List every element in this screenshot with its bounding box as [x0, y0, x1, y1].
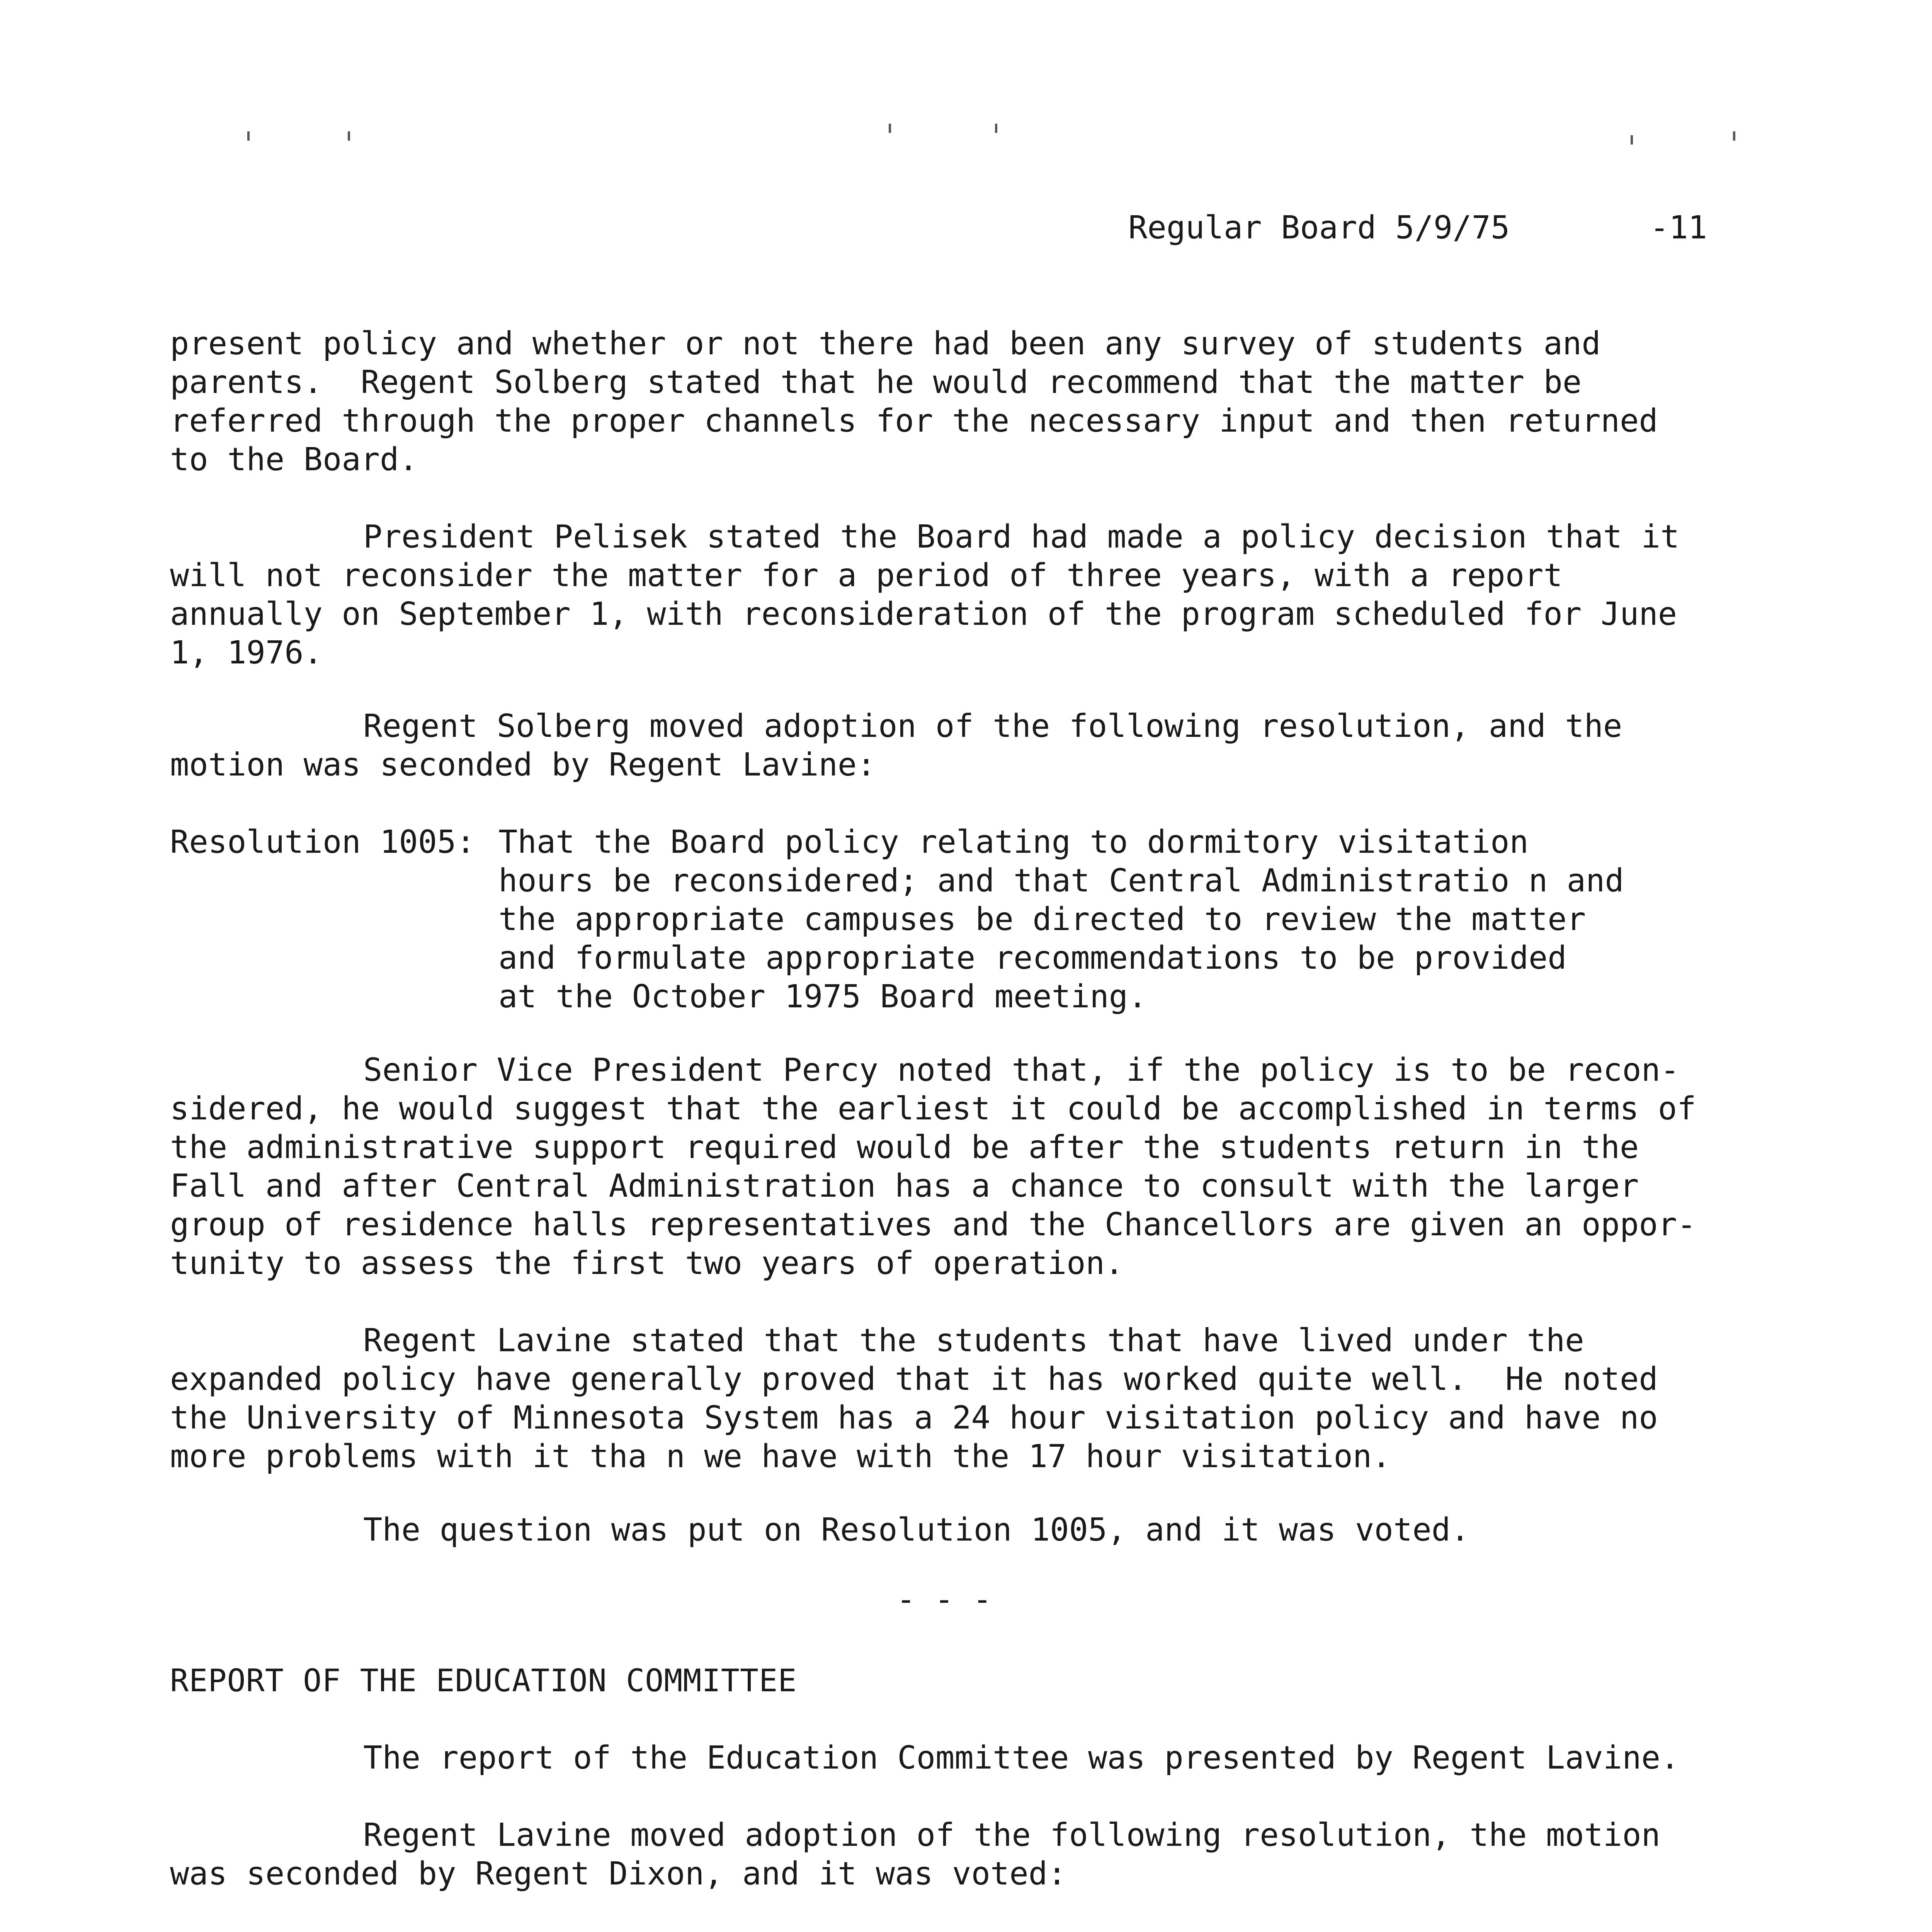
- text-line: to the Board.: [170, 441, 418, 478]
- text-line: will not reconsider the matter for a period of three years, with a report: [170, 557, 1563, 594]
- text-line: present policy and whether or not there had been any survey of students and: [170, 325, 1601, 362]
- resolution-1005-label: Resolution 1005:: [170, 824, 475, 861]
- paragraph-7: [170, 1739, 1932, 1777]
- paragraph-5: [170, 1321, 1932, 1476]
- text-line: Regent Lavine moved adoption of the following resolution, the motion: [363, 1817, 1661, 1854]
- text-line: the appropriate campuses be directed to review the matter: [498, 901, 1586, 938]
- text-line: Fall and after Central Administration has a chance to consult with the larger: [170, 1168, 1639, 1204]
- text-line: and formulate appropriate recommendations to be provided: [498, 940, 1567, 976]
- running-header: Regular Board 5/9/75: [1128, 209, 1510, 246]
- text-line: referred through the proper channels for the necessary input and then returned: [170, 403, 1658, 439]
- text-line: tunity to assess the first two years of operation.: [170, 1245, 1124, 1282]
- text-line: 1, 1976.: [170, 634, 323, 671]
- text-line: sidered, he would suggest that the earliest it could be accomplished in terms of: [170, 1090, 1696, 1127]
- text-line: The report of the Education Committee was presented by Regent Lavine.: [363, 1740, 1680, 1776]
- section-heading: REPORT OF THE EDUCATION COMMITTEE: [170, 1663, 797, 1699]
- paragraph-1: [170, 325, 1932, 479]
- paragraph-3: [170, 707, 1932, 784]
- paragraph-2: [170, 518, 1932, 672]
- text-line: motion was seconded by Regent Lavine:: [170, 747, 876, 783]
- text-line: the administrative support required would be after the students return in the: [170, 1129, 1639, 1166]
- text-line: more problems with it tha n we have with the 17 hour visitation.: [170, 1438, 1391, 1475]
- paragraph-6: [170, 1511, 1932, 1549]
- paragraph-4: [170, 1051, 1932, 1283]
- text-line: group of residence halls representatives and the Chancellors are given an oppor-: [170, 1206, 1696, 1243]
- text-line: at the October 1975 Board meeting.: [498, 978, 1147, 1015]
- text-line: The question was put on Resolution 1005, and it was voted.: [363, 1512, 1470, 1548]
- text-line: the University of Minnesota System has a 24 hour visitation policy and have no: [170, 1400, 1658, 1436]
- text-line: Regent Lavine stated that the students that have lived under the: [363, 1322, 1584, 1359]
- resolution-1005-text: [498, 823, 1774, 1016]
- text-line: That the Board policy relating to dormitory visitation: [498, 824, 1529, 861]
- paragraph-8: [170, 1816, 1932, 1893]
- text-line: was seconded by Regent Dixon, and it was voted:: [170, 1855, 1067, 1892]
- text-line: Senior Vice President Percy noted that, if the policy is to be recon-: [363, 1052, 1680, 1088]
- text-line: hours be reconsidered; and that Central Administratio n and: [498, 862, 1624, 899]
- header-page-number: -11: [1650, 209, 1708, 246]
- text-line: expanded policy have generally proved that it has worked quite well. He noted: [170, 1361, 1658, 1398]
- text-line: annually on September 1, with reconsideration of the program scheduled for June: [170, 596, 1677, 633]
- text-line: Regent Solberg moved adoption of the following resolution, and the: [363, 708, 1622, 745]
- text-line: President Pelisek stated the Board had made a policy decision that it: [363, 519, 1680, 555]
- text-line: parents. Regent Solberg stated that he would recommend that the matter be: [170, 364, 1582, 401]
- section-separator: - - -: [896, 1581, 992, 1618]
